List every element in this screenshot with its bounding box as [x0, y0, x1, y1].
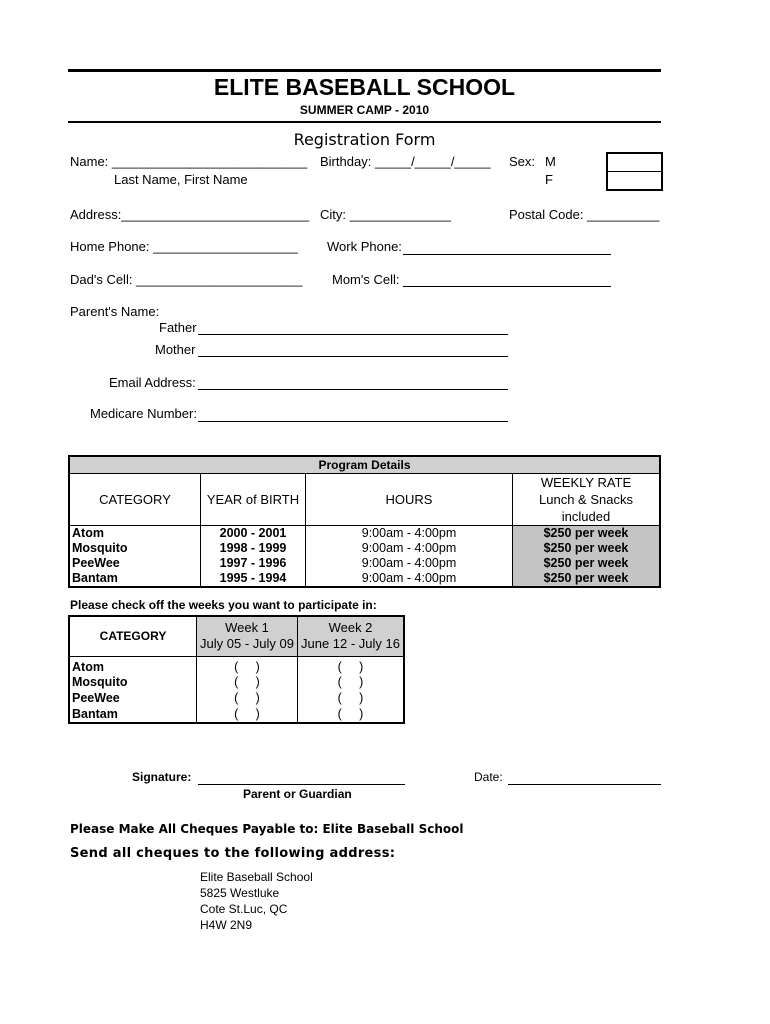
city-field-label: City: ______________	[320, 207, 451, 222]
week2-checkbox[interactable]: ( )	[337, 659, 364, 674]
birthday-field-label: Birthday: _____/_____/_____	[320, 154, 491, 169]
weeks-header-category: CATEGORY	[69, 616, 197, 656]
program-hours: 9:00am - 4:00pm	[306, 541, 513, 556]
week2-dates: June 12 - July 16	[300, 636, 400, 652]
program-title: Program Details	[69, 456, 660, 474]
program-hours: 9:00am - 4:00pm	[306, 526, 513, 542]
program-row	[69, 556, 660, 571]
program-row	[69, 571, 660, 587]
rate-note: Lunch & Snacks included	[539, 492, 633, 524]
work-phone-line[interactable]	[403, 254, 611, 255]
week2-checkbox[interactable]: ( )	[337, 691, 364, 705]
camp-subtitle: SUMMER CAMP - 2010	[299, 103, 430, 117]
sex-m-checkbox[interactable]	[606, 152, 663, 172]
program-category: PeeWee	[69, 556, 201, 571]
program-header-year: YEAR of BIRTH	[201, 474, 306, 526]
medicare-line[interactable]	[198, 421, 508, 422]
program-hours: 9:00am - 4:00pm	[306, 571, 513, 587]
program-year: 1998 - 1999	[201, 541, 306, 556]
program-header-hours: HOURS	[306, 474, 513, 526]
program-details-table	[68, 455, 661, 588]
date-line[interactable]	[508, 784, 661, 785]
program-hours: 9:00am - 4:00pm	[306, 556, 513, 571]
program-category: Atom	[69, 526, 201, 542]
form-title: Registration Form	[293, 130, 436, 149]
sex-f-checkbox[interactable]	[606, 171, 663, 191]
top-rule	[68, 69, 661, 72]
program-header-category: CATEGORY	[69, 474, 201, 526]
medicare-label: Medicare Number:	[90, 406, 197, 421]
sex-m-label: M	[545, 154, 556, 169]
weeks-category: Mosquito	[69, 675, 197, 691]
week1-header	[197, 616, 298, 656]
program-rate: $250 per week	[513, 571, 661, 587]
program-year: 1995 - 1994	[201, 571, 306, 587]
weeks-row	[69, 656, 404, 675]
parents-name-label: Parent's Name:	[70, 304, 160, 319]
program-row	[69, 541, 660, 556]
week1-title: Week 1	[225, 620, 269, 636]
address-line: Elite Baseball School	[200, 870, 313, 884]
email-line[interactable]	[198, 389, 508, 390]
weeks-row	[69, 707, 404, 723]
week1-checkbox[interactable]: ( )	[197, 675, 298, 691]
address-line: H4W 2N9	[200, 918, 253, 932]
weeks-category: Atom	[69, 656, 197, 675]
address-line: Cote St.Luc, QC	[200, 902, 288, 916]
program-rate: $250 per week	[513, 526, 661, 542]
mother-label: Mother	[155, 342, 196, 357]
dad-cell-field-label: Dad's Cell: _______________________	[70, 272, 303, 287]
program-rate: $250 per week	[513, 556, 661, 571]
postal-code-field-label: Postal Code: __________	[509, 207, 660, 222]
address-field-label: Address:__________________________	[70, 207, 310, 222]
week1-checkbox[interactable]: ( )	[197, 707, 298, 723]
work-phone-label: Work Phone:	[327, 239, 402, 254]
payable-instruction: Please Make All Cheques Payable to: Elite Baseball School	[70, 822, 464, 836]
program-category: Mosquito	[69, 541, 201, 556]
week2-title: Week 2	[328, 620, 373, 636]
week2-checkbox[interactable]: ( )	[337, 706, 364, 721]
week1-dates: July 05 - July 09	[200, 636, 294, 652]
father-label: Father	[159, 320, 197, 335]
weekly-rate-label: WEEKLY RATE	[540, 475, 632, 490]
program-year: 2000 - 2001	[201, 526, 306, 542]
weeks-row	[69, 675, 404, 691]
parent-guardian-label: Parent or Guardian	[243, 787, 352, 801]
weeks-row	[69, 691, 404, 707]
program-year: 1997 - 1996	[201, 556, 306, 571]
name-field-label: Name: ___________________________	[70, 154, 308, 169]
weeks-category: Bantam	[69, 707, 197, 723]
date-label: Date:	[474, 770, 503, 784]
program-header-rate	[513, 474, 661, 526]
week2-header	[298, 616, 405, 656]
name-hint: Last Name, First Name	[114, 172, 248, 187]
mom-cell-label: Mom's Cell:	[332, 272, 400, 287]
program-category: Bantam	[69, 571, 201, 587]
program-rate: $250 per week	[513, 541, 661, 556]
header-bottom-rule	[68, 121, 661, 123]
week2-checkbox[interactable]: ( )	[337, 675, 364, 689]
week1-checkbox[interactable]: ( )	[197, 691, 298, 707]
sex-label: Sex:	[509, 154, 536, 169]
weeks-category: PeeWee	[69, 691, 197, 707]
mom-cell-line[interactable]	[403, 286, 611, 287]
weeks-instruction: Please check off the weeks you want to participate in:	[70, 598, 377, 612]
mother-line[interactable]	[198, 356, 508, 357]
sex-f-label: F	[545, 172, 553, 187]
signature-line[interactable]	[198, 784, 405, 785]
address-line: 5825 Westluke	[200, 886, 280, 900]
week1-checkbox[interactable]: ( )	[197, 656, 298, 675]
father-line[interactable]	[198, 334, 508, 335]
send-instruction: Send all cheques to the following address:	[70, 846, 396, 861]
email-label: Email Address:	[109, 375, 196, 390]
signature-label: Signature:	[132, 770, 192, 784]
program-row	[69, 526, 660, 542]
home-phone-field-label: Home Phone: ____________________	[70, 239, 298, 254]
weeks-table	[68, 615, 405, 724]
school-name: ELITE BASEBALL SCHOOL	[213, 74, 516, 100]
